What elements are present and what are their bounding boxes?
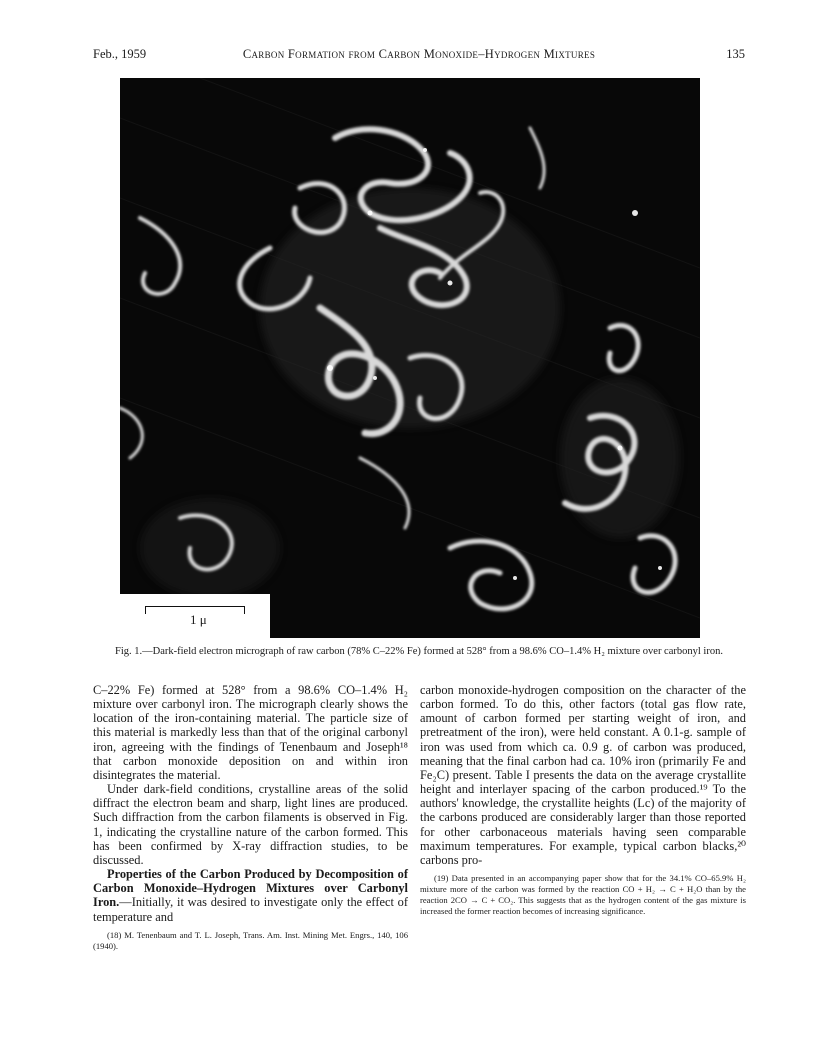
scale-label: 1 μ — [190, 612, 207, 627]
body-paragraph: Under dark-field conditions, crystalline areas of the solid diffract the electron beam and sharp, light lines are produced. Such diffraction from the carbon filaments is observed in Fig. 1, indicating the crystalline nature of the carbon formed. This has been confirmed by X-ray diffraction studies, to be discussed. — [93, 782, 408, 867]
section-heading: Properties of the Carbon Produced by Decomposition of Carbon Monoxide–Hydrogen Mixtures over Carbonyl Iron. — [93, 867, 408, 910]
body-paragraph: carbon monoxide-hydrogen composition on the character of the carbon formed. To do this, other factors (total gas flow rate, amount of carbon formed per starting weight of iron, and pretreatment of the iron), were held constant. A 0.1-g. sample of iron was used from which ca. 0.9 g. of carbon was produced, meaning that the final carbon had ca. 10% iron (primarily Fe and Fe₂C) present. Table I presents the data on the average crystallite height and interlayer spacing of the carbon produced.¹⁹ To the authors' knowledge, the crystallite heights (Lc) of the majority of the carbons produced are considerably larger than those reported for other carbonaceous materials having seen comparable maximum temperatures. For example, typical carbon blacks,²⁰ carbons pro- — [420, 683, 746, 867]
page-number: 135 — [726, 47, 745, 61]
scale-bar-box — [120, 594, 270, 638]
body-paragraph: C–22% Fe) formed at 528° from a 98.6% CO–1.4% H₂ mixture over carbonyl iron. The micrograph clearly shows the location of the iron-containing material. The particle size of this material is markedly less than that of the original carbonyl iron, agreeing with the findings of Tenenbaum and Joseph¹⁸ that carbon monoxide deposition on and within iron disintegrates the material. — [93, 683, 408, 782]
left-column — [93, 683, 408, 952]
running-title: Carbon Formation from Carbon Monoxide–Hydrogen Mixtures — [242, 47, 596, 61]
micrograph-image — [120, 78, 700, 638]
section-paragraph — [93, 867, 408, 924]
electron-micrograph — [120, 78, 700, 638]
issue-date: Feb., 1959 — [93, 47, 147, 61]
section-text: —Initially, it was desired to investigate only the effect of temperature and — [93, 895, 408, 924]
figure-caption: Fig. 1.—Dark-field electron micrograph of raw carbon (78% C–22% Fe) formed at 528° from a 98.6% CO–1.4% H₂ mixture over carbonyl iron. — [115, 646, 723, 657]
footnote-18: (18) M. Tenenbaum and T. L. Joseph, Trans. Am. Inst. Mining Met. Engrs., 140, 106 (1940). — [93, 929, 408, 951]
footnote-19: (19) Data presented in an accompanying paper show that for the 34.1% CO–65.9% H₂ mixture more of the carbon was formed by the reaction CO + H₂ → C + H₂O than by the reaction 2CO → C + CO₂. This suggests that as the hydrogen content of the gas mixture is increased the former reaction becomes of increasing significance. — [420, 873, 746, 917]
right-column — [420, 683, 746, 917]
running-header — [93, 47, 745, 65]
